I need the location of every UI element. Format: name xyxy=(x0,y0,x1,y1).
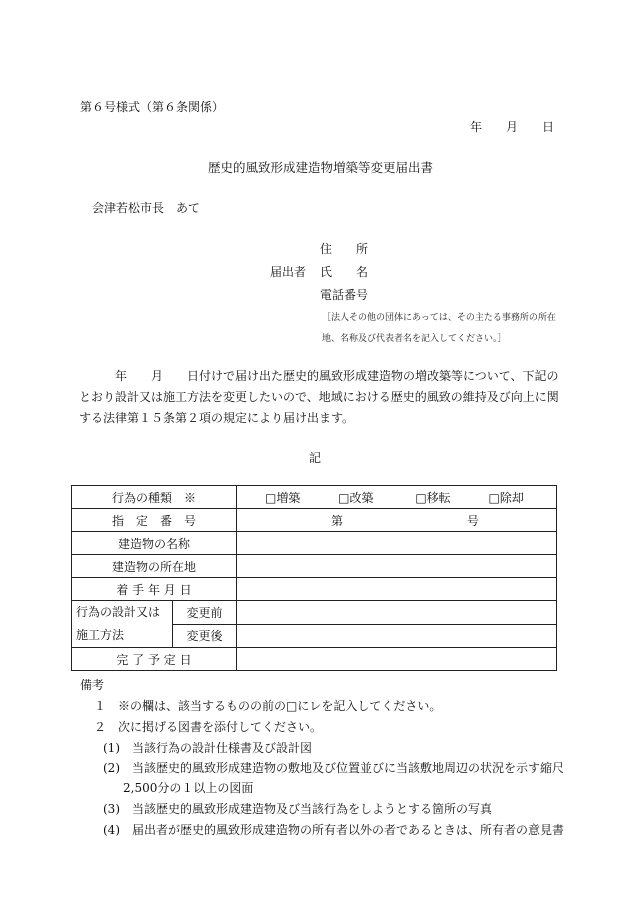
remarks-sub4: (4) 届出者が歴史的風致形成建造物の所有者以外の者であるときは、所有者の意見書 xyxy=(103,823,565,837)
start-date-label: 着 手 年 月 日 xyxy=(72,578,237,601)
designation-dai: 第 xyxy=(331,513,344,528)
after-value[interactable] xyxy=(237,624,557,648)
addressee: 会津若松市長 あて xyxy=(92,201,201,215)
applicant-note-line2: 地、名称及び代表者名を記入してください。］ xyxy=(322,334,507,344)
designation-label: 指 定 番 号 xyxy=(72,509,237,532)
remarks-sub2b: 2,500分の１以上の図面 xyxy=(123,781,254,795)
table-row xyxy=(72,509,557,532)
building-name-label: 建造物の名称 xyxy=(72,532,237,555)
remarks-sub1: (1) 当該行為の設計仕様書及び設計図 xyxy=(103,741,312,755)
building-location-value[interactable] xyxy=(237,555,557,578)
designation-value[interactable] xyxy=(237,509,557,532)
designation-go: 号 xyxy=(466,513,479,528)
table-row xyxy=(72,555,557,578)
table-row xyxy=(72,601,557,625)
after-label: 変更後 xyxy=(173,624,237,648)
completion-label: 完 了 予 定 日 xyxy=(72,648,237,671)
option-extension[interactable]: □増築 xyxy=(265,490,301,505)
body-line1: 年 月 日付けで届け出た歴史的風致形成建造物の増改築等について、下記の xyxy=(115,369,559,383)
remarks-item2: ２ 次に掲げる図書を添付してください。 xyxy=(94,720,323,734)
before-value[interactable] xyxy=(237,601,557,625)
design-method-label-line1: 行為の設計又は xyxy=(76,605,161,619)
phone-label: 電話番号 xyxy=(320,288,369,302)
act-type-options xyxy=(237,486,557,509)
building-location-label: 建造物の所在地 xyxy=(72,555,237,578)
body-line2: とおり設計又は施工方法を変更したいので、地域における歴史的風致の維持及び向上に関 xyxy=(79,390,559,404)
remarks-sub3: (3) 当該歴史的風致形成建造物及び当該行為をしようとする箇所の写真 xyxy=(103,802,493,816)
notification-table xyxy=(71,485,557,671)
table-row xyxy=(72,578,557,601)
before-label: 変更前 xyxy=(173,601,237,625)
date-line: 年 月 日 xyxy=(470,120,555,134)
notifier-label: 届出者 xyxy=(270,265,307,279)
act-type-label: 行為の種類 ※ xyxy=(72,486,237,509)
remarks-heading: 備考 xyxy=(80,678,105,692)
address-label: 住 所 xyxy=(320,242,369,256)
option-relocation[interactable]: □移転 xyxy=(415,490,451,505)
remarks-sub2a: (2) 当該歴史的風致形成建造物の敷地及び位置並びに当該敷地周辺の状況を示す縮尺 xyxy=(103,761,565,775)
ki-label: 記 xyxy=(309,451,322,465)
table-row xyxy=(72,648,557,671)
form-number: 第６号様式（第６条関係） xyxy=(80,100,225,114)
option-removal[interactable]: □除却 xyxy=(488,490,524,505)
completion-value[interactable] xyxy=(237,648,557,671)
start-date-value[interactable] xyxy=(237,578,557,601)
building-name-value[interactable] xyxy=(237,532,557,555)
document-title: 歴史的風致形成建造物増築等変更届出書 xyxy=(208,160,434,175)
table-row xyxy=(72,486,557,509)
table-row xyxy=(72,532,557,555)
option-renovation[interactable]: □改築 xyxy=(338,490,374,505)
body-line3: する法律第１５条第２項の規定により届け出ます。 xyxy=(79,411,355,425)
applicant-note-line1: ［法人その他の団体にあっては、その主たる事務所の所在 xyxy=(322,313,556,323)
design-method-label-line2: 施工方法 xyxy=(76,628,125,642)
design-method-label xyxy=(72,601,173,648)
name-label: 氏 名 xyxy=(320,265,369,279)
remarks-item1: １ ※の欄は、該当するものの前の□にレを記入してください。 xyxy=(94,699,442,713)
